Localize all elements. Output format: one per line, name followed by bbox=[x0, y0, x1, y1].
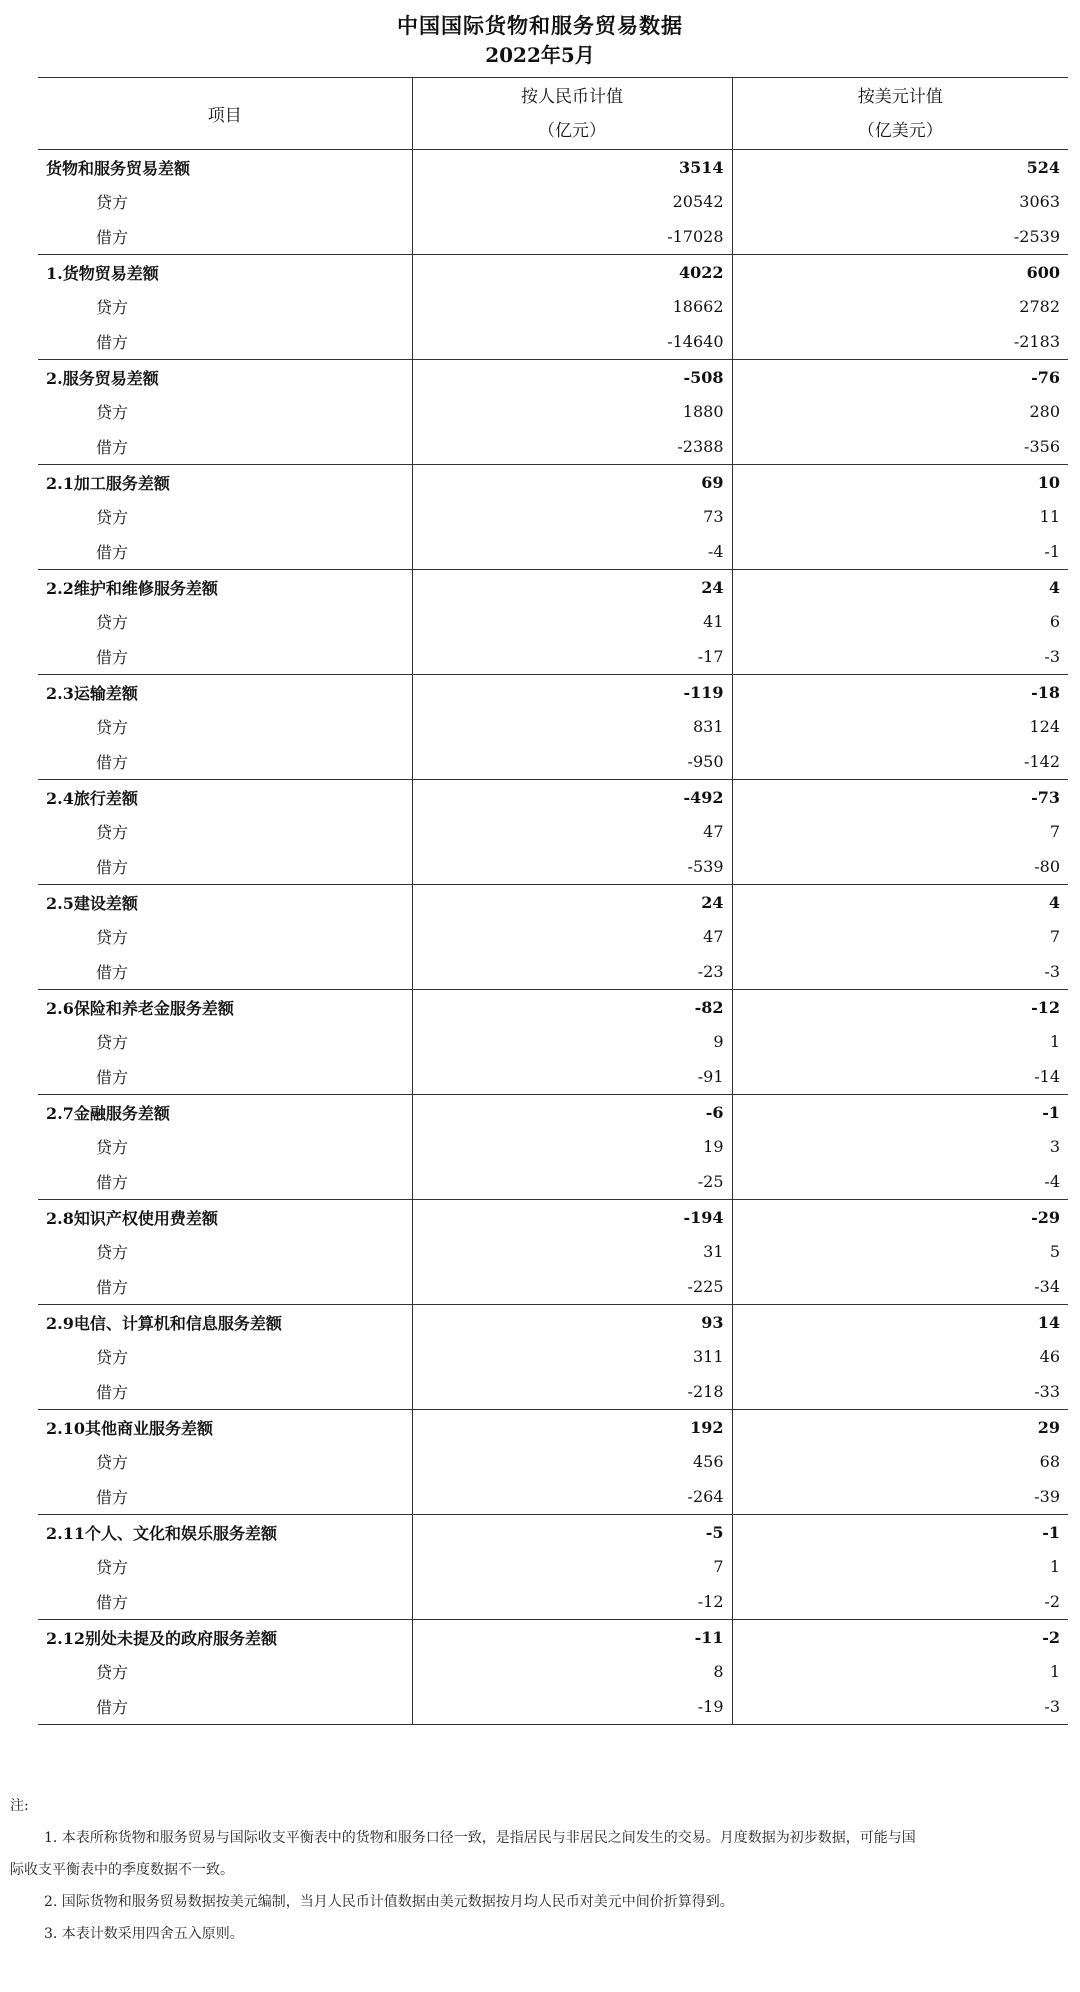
rmb-value: 1880 bbox=[412, 394, 732, 429]
row-label: 贷方 bbox=[96, 508, 129, 527]
row-label: 借方 bbox=[38, 1479, 412, 1515]
table-row-debit bbox=[38, 1269, 1068, 1305]
usd-value: -12 bbox=[732, 990, 1068, 1025]
rmb-value: -2388 bbox=[412, 429, 732, 465]
usd-value: -2 bbox=[732, 1584, 1068, 1620]
usd-value: -80 bbox=[732, 849, 1068, 885]
row-label: 贷方 bbox=[96, 823, 129, 842]
table-row-credit bbox=[38, 394, 1068, 429]
rmb-value: 20542 bbox=[412, 184, 732, 219]
row-label: 贷方 bbox=[96, 718, 129, 737]
usd-value: 524 bbox=[732, 150, 1068, 185]
rmb-value: 3514 bbox=[412, 150, 732, 185]
usd-value: -76 bbox=[732, 360, 1068, 395]
row-label: 贷方 bbox=[96, 1138, 129, 1157]
column-header-item bbox=[38, 78, 412, 150]
table-row-balance bbox=[38, 570, 1068, 605]
usd-value: 4 bbox=[732, 570, 1068, 605]
table-row-balance bbox=[38, 1305, 1068, 1340]
table-row-debit bbox=[38, 534, 1068, 570]
table-row-balance bbox=[38, 780, 1068, 815]
page-subtitle: 2022年5月 bbox=[485, 43, 595, 67]
usd-value: -34 bbox=[732, 1269, 1068, 1305]
table-row-debit bbox=[38, 744, 1068, 780]
row-label: 2.10其他商业服务差额 bbox=[46, 1418, 213, 1438]
rmb-value: 73 bbox=[412, 499, 732, 534]
row-label: 贷方 bbox=[96, 1453, 129, 1472]
rmb-value: -19 bbox=[412, 1689, 732, 1725]
row-label: 2.3运输差额 bbox=[46, 683, 138, 703]
notes-heading: 注: bbox=[10, 1798, 29, 1814]
rmb-value: 18662 bbox=[412, 289, 732, 324]
rmb-value: -14640 bbox=[412, 324, 732, 360]
row-label: 1.货物贸易差额 bbox=[46, 263, 159, 283]
table-row-credit bbox=[38, 919, 1068, 954]
table-row-balance bbox=[38, 1515, 1068, 1550]
table-row-credit bbox=[38, 1339, 1068, 1374]
rmb-value: 47 bbox=[412, 919, 732, 954]
column-header-usd bbox=[732, 78, 1068, 150]
note-3: 3. 本表计数采用四舍五入原则。 bbox=[44, 1926, 244, 1942]
usd-value: 280 bbox=[732, 394, 1068, 429]
rmb-value: -4 bbox=[412, 534, 732, 570]
usd-value: -2 bbox=[732, 1620, 1068, 1655]
table-row-credit bbox=[38, 814, 1068, 849]
rmb-value: -17028 bbox=[412, 219, 732, 255]
usd-value: 11 bbox=[732, 499, 1068, 534]
rmb-value: -264 bbox=[412, 1479, 732, 1515]
usd-value: -73 bbox=[732, 780, 1068, 815]
usd-value: -18 bbox=[732, 675, 1068, 710]
rmb-value: 311 bbox=[412, 1339, 732, 1374]
table-row-balance bbox=[38, 990, 1068, 1025]
row-label: 借方 bbox=[38, 1059, 412, 1095]
usd-value: 10 bbox=[732, 465, 1068, 500]
usd-value: -29 bbox=[732, 1200, 1068, 1235]
table-row-debit bbox=[38, 1374, 1068, 1410]
row-label: 借方 bbox=[38, 744, 412, 780]
table-row-debit bbox=[38, 1584, 1068, 1620]
column-header-rmb-unit: （亿元） bbox=[538, 120, 606, 141]
table-row-credit bbox=[38, 709, 1068, 744]
table-row-credit bbox=[38, 1024, 1068, 1059]
row-label: 借方 bbox=[38, 219, 412, 255]
rmb-value: 41 bbox=[412, 604, 732, 639]
row-label: 贷方 bbox=[96, 1663, 129, 1682]
rmb-value: -5 bbox=[412, 1515, 732, 1550]
usd-value: 1 bbox=[732, 1024, 1068, 1059]
rmb-value: -508 bbox=[412, 360, 732, 395]
row-label: 借方 bbox=[38, 1584, 412, 1620]
usd-value: -1 bbox=[732, 1095, 1068, 1130]
row-label: 借方 bbox=[38, 534, 412, 570]
usd-value: 124 bbox=[732, 709, 1068, 744]
row-label: 2.服务贸易差额 bbox=[46, 368, 159, 388]
rmb-value: 192 bbox=[412, 1410, 732, 1445]
rmb-value: -23 bbox=[412, 954, 732, 990]
table-row-balance bbox=[38, 465, 1068, 500]
rmb-value: 69 bbox=[412, 465, 732, 500]
rmb-value: 24 bbox=[412, 570, 732, 605]
usd-value: 600 bbox=[732, 255, 1068, 290]
table-row-debit bbox=[38, 954, 1068, 990]
usd-value: -4 bbox=[732, 1164, 1068, 1200]
table-row-balance bbox=[38, 675, 1068, 710]
rmb-value: 19 bbox=[412, 1129, 732, 1164]
table-row-credit bbox=[38, 184, 1068, 219]
usd-value: 3 bbox=[732, 1129, 1068, 1164]
row-label: 2.5建设差额 bbox=[46, 893, 138, 913]
usd-value: 6 bbox=[732, 604, 1068, 639]
usd-value: 2782 bbox=[732, 289, 1068, 324]
table-row-balance bbox=[38, 885, 1068, 920]
usd-value: -1 bbox=[732, 1515, 1068, 1550]
note-1-continued: 际收支平衡表中的季度数据不一致。 bbox=[10, 1862, 234, 1878]
rmb-value: -218 bbox=[412, 1374, 732, 1410]
rmb-value: -539 bbox=[412, 849, 732, 885]
row-label: 贷方 bbox=[96, 1243, 129, 1262]
usd-value: 7 bbox=[732, 919, 1068, 954]
table-row-balance bbox=[38, 1620, 1068, 1655]
row-label: 借方 bbox=[38, 429, 412, 465]
row-label: 2.11个人、文化和娱乐服务差额 bbox=[46, 1523, 277, 1543]
usd-value: 7 bbox=[732, 814, 1068, 849]
rmb-value: 31 bbox=[412, 1234, 732, 1269]
usd-value: -2183 bbox=[732, 324, 1068, 360]
page-title: 中国国际货物和服务贸易数据 bbox=[397, 13, 683, 38]
table-row-credit bbox=[38, 1129, 1068, 1164]
usd-value: -356 bbox=[732, 429, 1068, 465]
table-row-balance bbox=[38, 1095, 1068, 1130]
usd-value: 3063 bbox=[732, 184, 1068, 219]
table-row-debit bbox=[38, 429, 1068, 465]
column-header-rmb-label: 按人民币计值 bbox=[521, 86, 623, 107]
row-label: 贷方 bbox=[96, 298, 129, 317]
rmb-value: -950 bbox=[412, 744, 732, 780]
row-label: 借方 bbox=[38, 1374, 412, 1410]
rmb-value: 456 bbox=[412, 1444, 732, 1479]
table-row-credit bbox=[38, 604, 1068, 639]
usd-value: -142 bbox=[732, 744, 1068, 780]
table-row-debit bbox=[38, 849, 1068, 885]
usd-value: -3 bbox=[732, 639, 1068, 675]
rmb-value: -12 bbox=[412, 1584, 732, 1620]
rmb-value: 831 bbox=[412, 709, 732, 744]
row-label: 2.6保险和养老金服务差额 bbox=[46, 998, 234, 1018]
usd-value: 68 bbox=[732, 1444, 1068, 1479]
table-row-credit bbox=[38, 1549, 1068, 1584]
table-row-debit bbox=[38, 219, 1068, 255]
row-label: 借方 bbox=[38, 849, 412, 885]
table-row-debit bbox=[38, 324, 1068, 360]
column-header-usd-label: 按美元计值 bbox=[857, 86, 943, 107]
table-row-debit bbox=[38, 1689, 1068, 1725]
row-label: 贷方 bbox=[96, 928, 129, 947]
rmb-value: -11 bbox=[412, 1620, 732, 1655]
usd-value: 46 bbox=[732, 1339, 1068, 1374]
row-label: 2.7金融服务差额 bbox=[46, 1103, 170, 1123]
rmb-value: -225 bbox=[412, 1269, 732, 1305]
usd-value: -3 bbox=[732, 1689, 1068, 1725]
column-header-rmb bbox=[412, 78, 732, 150]
trade-data-table bbox=[38, 77, 1068, 1725]
rmb-value: -91 bbox=[412, 1059, 732, 1095]
row-label: 2.4旅行差额 bbox=[46, 788, 138, 808]
rmb-value: -194 bbox=[412, 1200, 732, 1235]
rmb-value: -17 bbox=[412, 639, 732, 675]
row-label: 2.8知识产权使用费差额 bbox=[46, 1208, 218, 1228]
table-row-debit bbox=[38, 1059, 1068, 1095]
usd-value: -2539 bbox=[732, 219, 1068, 255]
table-row-debit bbox=[38, 639, 1068, 675]
row-label: 借方 bbox=[38, 324, 412, 360]
rmb-value: 4022 bbox=[412, 255, 732, 290]
table-row-credit bbox=[38, 289, 1068, 324]
rmb-value: 8 bbox=[412, 1654, 732, 1689]
rmb-value: 93 bbox=[412, 1305, 732, 1340]
table-row-credit bbox=[38, 1654, 1068, 1689]
usd-value: 29 bbox=[732, 1410, 1068, 1445]
row-label: 贷方 bbox=[96, 1033, 129, 1052]
row-label: 借方 bbox=[38, 954, 412, 990]
usd-value: 14 bbox=[732, 1305, 1068, 1340]
row-label: 贷方 bbox=[96, 613, 129, 632]
table-row-debit bbox=[38, 1479, 1068, 1515]
row-label: 借方 bbox=[38, 1689, 412, 1725]
row-label: 贷方 bbox=[96, 193, 129, 212]
row-label: 贷方 bbox=[96, 403, 129, 422]
row-label: 货物和服务贸易差额 bbox=[46, 158, 191, 178]
usd-value: 1 bbox=[732, 1549, 1068, 1584]
usd-value: -3 bbox=[732, 954, 1068, 990]
usd-value: -39 bbox=[732, 1479, 1068, 1515]
table-row-credit bbox=[38, 1444, 1068, 1479]
row-label: 2.9电信、计算机和信息服务差额 bbox=[46, 1313, 282, 1333]
notes-section bbox=[0, 1790, 1080, 1950]
note-2: 2. 国际货物和服务贸易数据按美元编制，当月人民币计值数据由美元数据按月均人民币对美元中间价折算得到。 bbox=[44, 1894, 734, 1910]
usd-value: 4 bbox=[732, 885, 1068, 920]
note-1: 1. 本表所称货物和服务贸易与国际收支平衡表中的货物和服务口径一致，是指居民与非居民之间发生的交易。月度数据为初步数据，可能与国 bbox=[44, 1830, 916, 1846]
row-label: 借方 bbox=[38, 639, 412, 675]
table-row-credit bbox=[38, 1234, 1068, 1269]
table-row-debit bbox=[38, 1164, 1068, 1200]
rmb-value: 47 bbox=[412, 814, 732, 849]
row-label: 2.2维护和维修服务差额 bbox=[46, 578, 218, 598]
row-label: 借方 bbox=[38, 1164, 412, 1200]
rmb-value: 9 bbox=[412, 1024, 732, 1059]
usd-value: -14 bbox=[732, 1059, 1068, 1095]
rmb-value: 7 bbox=[412, 1549, 732, 1584]
rmb-value: -6 bbox=[412, 1095, 732, 1130]
table-row-balance bbox=[38, 1410, 1068, 1445]
table-row-balance bbox=[38, 255, 1068, 290]
row-label: 贷方 bbox=[96, 1558, 129, 1577]
row-label: 2.1加工服务差额 bbox=[46, 473, 170, 493]
usd-value: 1 bbox=[732, 1654, 1068, 1689]
rmb-value: 24 bbox=[412, 885, 732, 920]
rmb-value: -492 bbox=[412, 780, 732, 815]
column-header-item-label: 项目 bbox=[207, 106, 242, 126]
table-row-balance bbox=[38, 360, 1068, 395]
table-row-balance bbox=[38, 150, 1068, 185]
row-label: 贷方 bbox=[96, 1348, 129, 1367]
rmb-value: -82 bbox=[412, 990, 732, 1025]
column-header-usd-unit: （亿美元） bbox=[857, 120, 943, 141]
usd-value: 5 bbox=[732, 1234, 1068, 1269]
table-body bbox=[38, 150, 1068, 1725]
table-row-balance bbox=[38, 1200, 1068, 1235]
table-header bbox=[38, 78, 1068, 150]
row-label: 2.12别处未提及的政府服务差额 bbox=[46, 1628, 277, 1648]
table-row-credit bbox=[38, 499, 1068, 534]
row-label: 借方 bbox=[38, 1269, 412, 1305]
rmb-value: -25 bbox=[412, 1164, 732, 1200]
usd-value: -1 bbox=[732, 534, 1068, 570]
rmb-value: -119 bbox=[412, 675, 732, 710]
usd-value: -33 bbox=[732, 1374, 1068, 1410]
